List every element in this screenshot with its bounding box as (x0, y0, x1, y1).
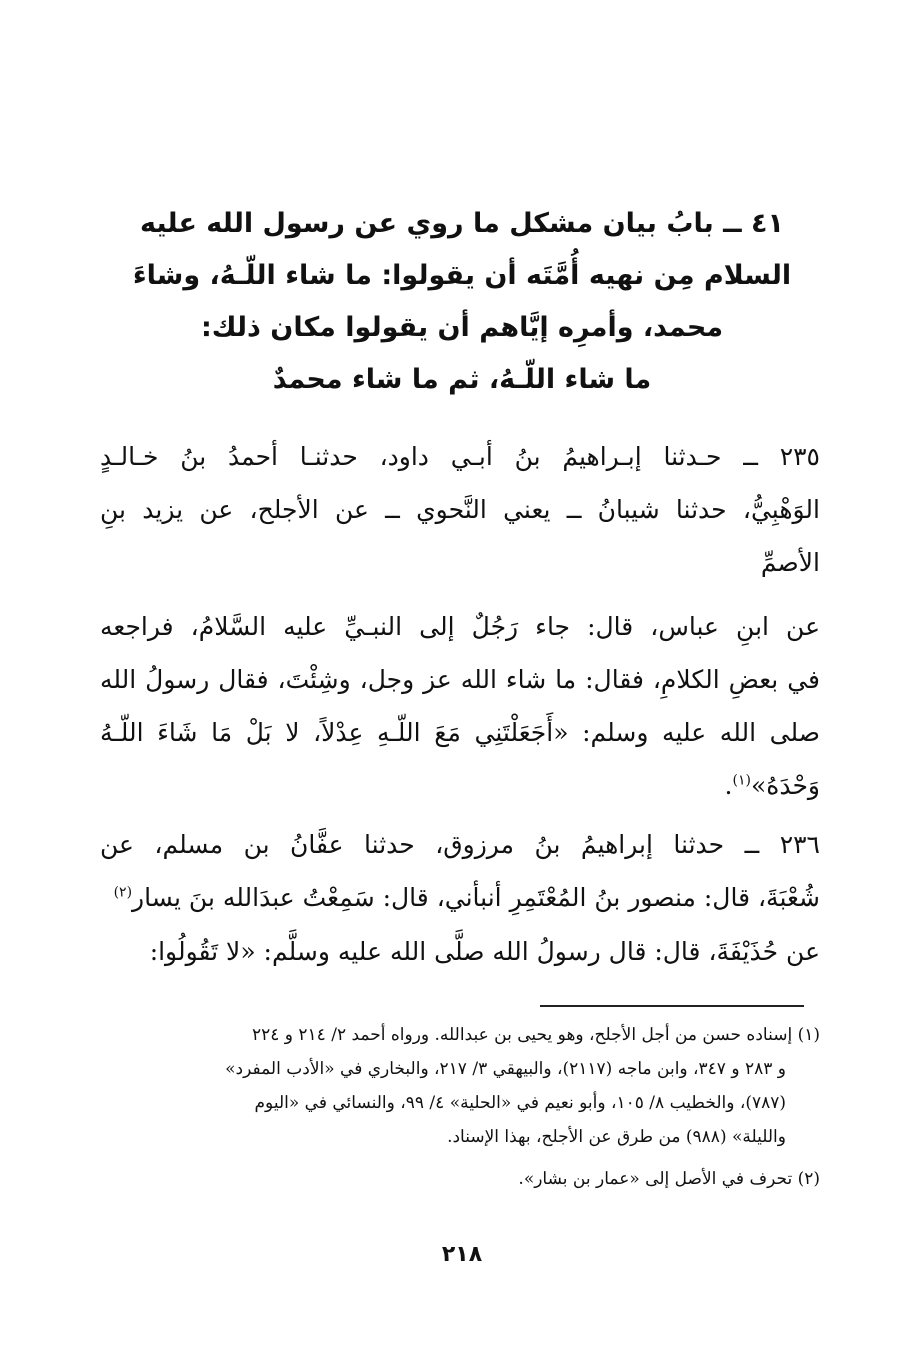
text-line: الوَهْبِيُّ، حدثنا شيبانُ ــ يعني النَّحوي ــ عن الأجلح، عن يزيد بنِ (100, 495, 821, 524)
chapter-title-line: ٤١ ــ بابُ بيان مشكل ما روي عن رسول الله عليه (140, 208, 784, 239)
text-line: عن ابنِ عباس، قال: جاء رَجُلٌ إلى النبـيِّ عليه السَّلامُ، فراجعه (100, 612, 820, 641)
text-line: الأصمِّ (760, 548, 820, 577)
footnote-line: و ٢٨٣ و ٣٤٧، وابن ماجه (٢١١٧)، والبيهقي ٣/ ٢١٧، والبخاري في «الأدب المفرد» (225, 1059, 786, 1079)
hadith-235-matn (100, 600, 820, 812)
text-line: في بعضِ الكلامِ، فقال: ما شاء الله عز وجل، وشِئْتَ، فقال رسولُ الله (100, 665, 820, 694)
text-line: صلى الله عليه وسلم: «أَجَعَلْتَنِي مَعَ اللّـهِ عِدْلاً، لا بَلْ مَا شَاءَ اللّـهُ (100, 718, 820, 747)
footnote-ref-1: (١) (732, 772, 751, 789)
chapter-title-line: ما شاء اللّـهُ، ثم ما شاء محمدٌ (272, 364, 652, 395)
footnote-line: (١) إسناده حسن من أجل الأجلح، وهو يحيى بن عبدالله. ورواه أحمد ٢/ ٢١٤ و ٢٢٤ (251, 1025, 820, 1045)
text-fragment: شُعْبَةَ، قال: منصور بنُ المُعْتَمِرِ أنبأني، قال: سَمِعْتُ عبدَالله بنَ يسار (132, 883, 820, 912)
text-line: ٢٣٥ ــ حـدثنا إبـراهيمُ بنُ أبـي داود، حدثنـا أحمدُ بنُ خـالـدٍ (100, 442, 820, 471)
hadith-236-matn (100, 925, 820, 978)
footnote-1 (100, 1018, 820, 1154)
footnote-ref-2: (٢) (113, 884, 133, 901)
footnote-line: والليلة» (٩٨٨) من طرق عن الأجلح، بهذا الإسناد. (447, 1127, 786, 1147)
footnote-divider (540, 1005, 804, 1007)
text-line (100, 871, 820, 924)
chapter-title (130, 198, 794, 406)
footnote-line: (٢) تحرف في الأصل إلى «عمار بن بشار». (518, 1169, 820, 1189)
text-line: وَحْدَهُ»$^{(١)}$. (724, 771, 820, 800)
footnote-2 (100, 1162, 820, 1196)
footnotes (100, 1018, 820, 1204)
chapter-title-line: السلام مِن نهيه أُمَّتَه أن يقولوا: ما شاء اللّـهُ، وشاءَ (132, 260, 792, 291)
text-fragment: وَحْدَهُ» (750, 771, 820, 800)
hadith-235-isnad (100, 430, 820, 589)
chapter-title-line: محمد، وأمرِه إيَّاهم أن يقولوا مكان ذلك: (200, 312, 724, 343)
text-line: عن حُذَيْفَةَ، قال: قال رسولُ الله صلَّى الله عليه وسلَّم: «لا تَقُولُوا: (149, 937, 820, 966)
text-line: ٢٣٦ ــ حدثنا إبراهيمُ بنُ مرزوق، حدثنا عفَّانُ بن مسلم، عن (100, 830, 820, 859)
footnote-line: (٧٨٧)، والخطيب ٨/ ١٠٥، وأبو نعيم في «الحلية» ٤/ ٩٩، والنسائي في «اليوم (254, 1093, 786, 1113)
page-number: ٢١٨ (441, 1242, 483, 1267)
hadith-236-isnad (100, 818, 820, 924)
